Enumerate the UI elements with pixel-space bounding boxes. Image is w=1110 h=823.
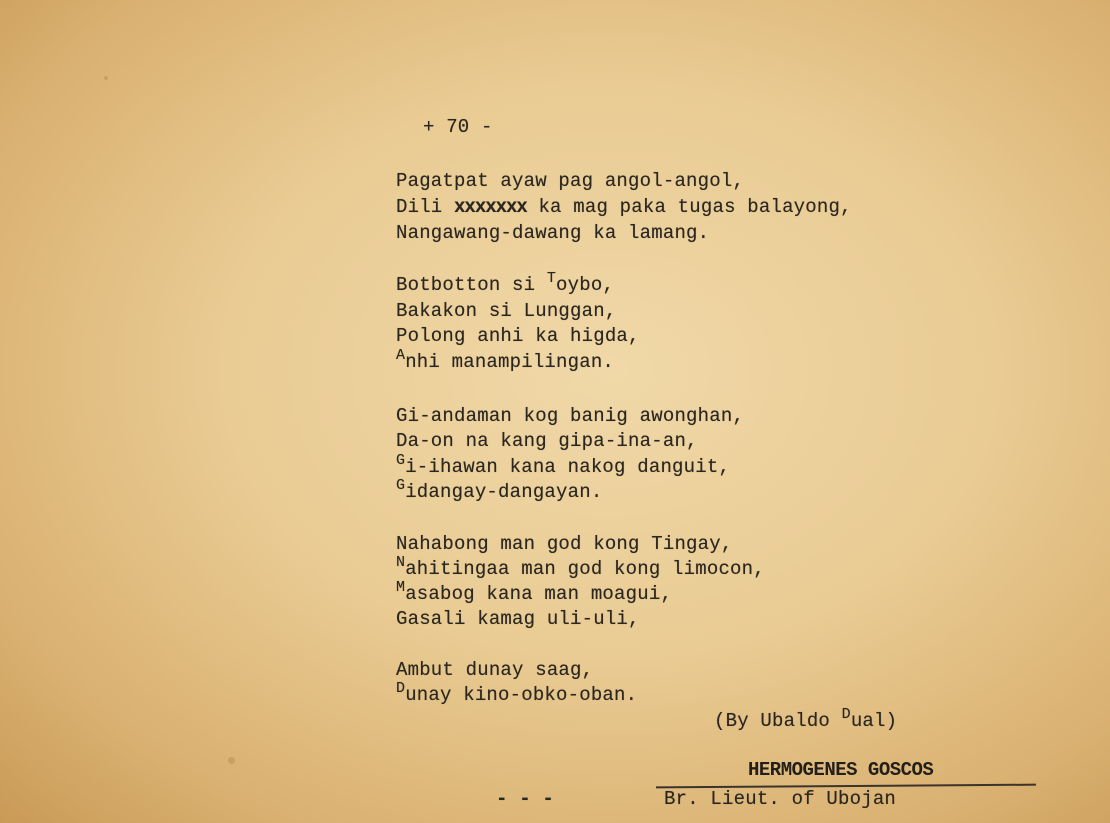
page-number: + 70 - bbox=[423, 116, 493, 138]
poem-line: Nahabong man god kong Tingay, bbox=[396, 533, 733, 555]
poem-attribution: (By Ubaldo $^D$ual) bbox=[714, 706, 898, 732]
stain-spot bbox=[104, 76, 108, 80]
poem-line: Botbotton si $^T$oybo, bbox=[396, 270, 615, 296]
poem-line: $^A$nhi manampilingan. bbox=[396, 347, 615, 373]
poem-line-struck: Dili xxxxxxx ka mag paka tugas balayong, bbox=[396, 196, 852, 218]
poem-line: $^G$idangay-dangayan. bbox=[396, 477, 603, 503]
poem-line: $^D$unay kino-obko-oban. bbox=[396, 680, 638, 706]
poem-line: Pagatpat ayaw pag angol-angol, bbox=[396, 170, 745, 192]
stain-spot bbox=[228, 757, 235, 764]
poem-line: $^M$asabog kana man moagui, bbox=[396, 579, 673, 605]
poem-line: Gi-andaman kog banig awonghan, bbox=[396, 405, 745, 427]
section-separator: - - - bbox=[496, 788, 555, 810]
poem-line: Da-on na kang gipa-ina-an, bbox=[396, 430, 698, 452]
struck-out-text: xxxxxxx bbox=[454, 196, 527, 218]
poem-line: Ambut dunay saag, bbox=[396, 659, 594, 681]
signature-title: Br. Lieut. of Ubojan bbox=[664, 788, 897, 810]
poem-line: Nangawang-dawang ka lamang. bbox=[396, 222, 710, 244]
signature-name: HERMOGENES GOSCOS bbox=[748, 759, 934, 781]
poem-line: $^N$ahitingaa man god kong limocon, bbox=[396, 554, 765, 580]
poem-line: Polong anhi ka higda, bbox=[396, 325, 640, 347]
poem-line: Bakakon si Lunggan, bbox=[396, 300, 617, 322]
poem-line: $^G$i-ihawan kana nakog danguit, bbox=[396, 452, 731, 478]
poem-line: Gasali kamag uli-uli, bbox=[396, 608, 640, 630]
